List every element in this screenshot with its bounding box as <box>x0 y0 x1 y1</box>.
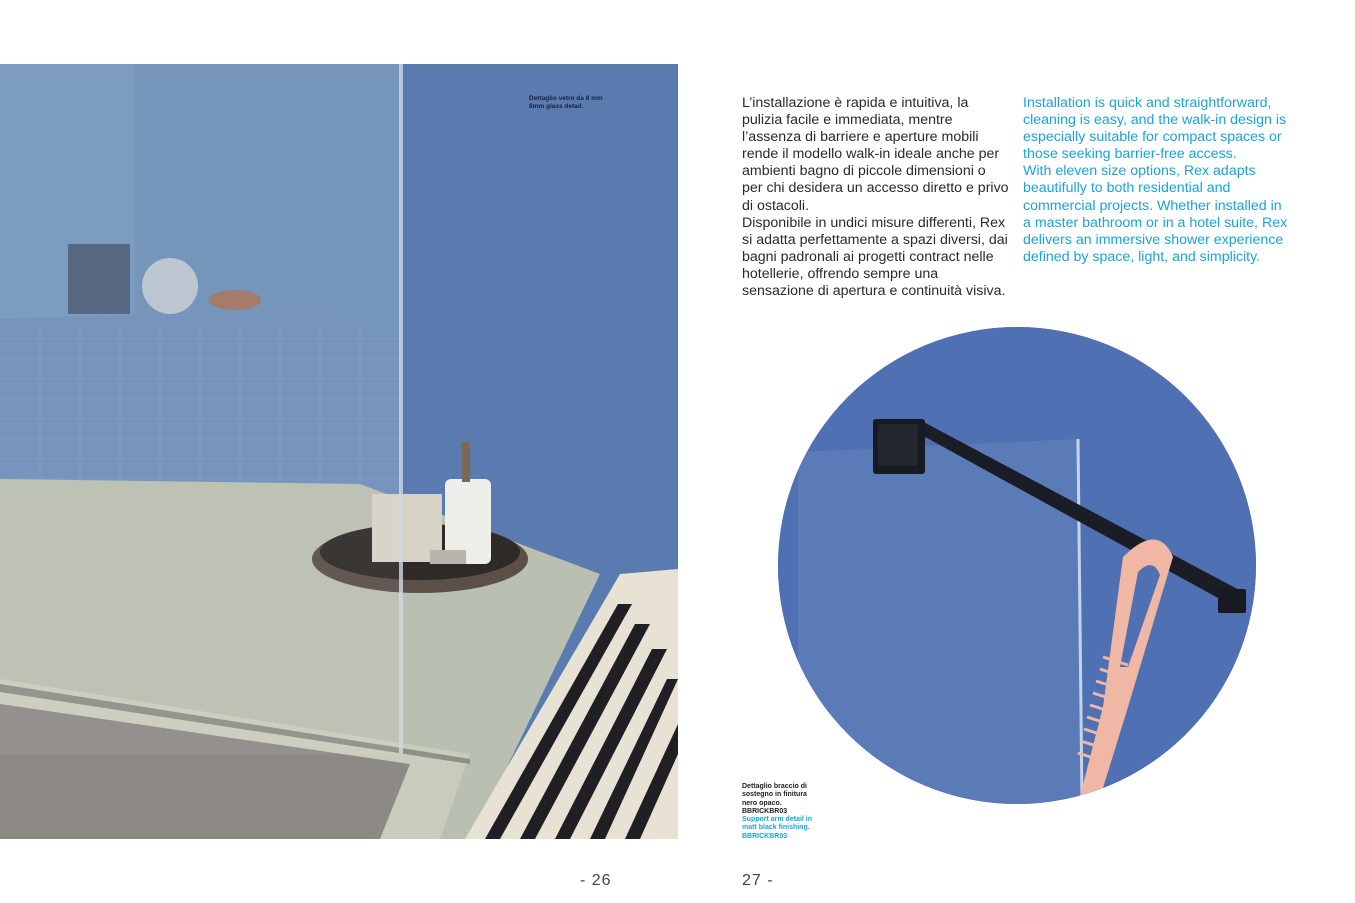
english-text-column <box>1023 95 1291 266</box>
page-number-right: 27 - <box>742 872 774 889</box>
caption-it-line: Dettaglio braccio di <box>742 783 807 790</box>
shower-scene-illustration <box>0 64 678 839</box>
caption-en-line: matt black finishing. <box>742 824 810 832</box>
support-arm-caption <box>742 783 832 841</box>
italian-paragraph: L’installazione è rapida e intuitiva, la pulizia facile e immediata, mentre l’assenza di barriere e aperture mobili rende il modello walk-in ideale anche per ambienti bagno di piccole dimensioni o per chi desidera un accesso diretto e privo di ostacoli. <box>742 95 1009 214</box>
italian-paragraph: Disponibile in undici misure differenti, Rex si adatta perfettamente a spazi diversi, dai bagni padronali ai progetti contract nelle hotellerie, offrendo sempre una sensazione di apertura e continuità visiva. <box>742 214 1008 300</box>
english-paragraph: Installation is quick and straightforward, cleaning is easy, and the walk-in design is especially suitable for compact spaces or those seeking barrier-free access. <box>1023 95 1287 163</box>
glass-caption-it: Dettaglio vetro da 8 mm <box>529 95 603 102</box>
shower-photo <box>0 64 678 839</box>
glass-detail-caption <box>529 95 639 110</box>
support-arm-detail-photo <box>778 327 1256 804</box>
caption-it-line: sostegno in finitura <box>742 791 807 799</box>
page-number-left: - 26 <box>580 872 612 889</box>
glass-caption-en: 8mm glass detail. <box>529 102 584 110</box>
caption-it-line: nero opaco. <box>742 799 782 807</box>
caption-it-code: BBRICKBR03 <box>742 807 788 815</box>
english-paragraph: With eleven size options, Rex adapts beautifully to both residential and commercial projects. Whether installed in a master bathroom or in a hotel suite, Rex delivers an immersive shower experience defined by space, light, and simplicity. <box>1023 163 1288 265</box>
italian-text-column <box>742 95 1010 300</box>
support-arm-illustration <box>778 327 1256 804</box>
caption-en-code: BBRICKBR03 <box>742 832 788 840</box>
caption-en-line: Support arm detail in <box>742 816 813 824</box>
